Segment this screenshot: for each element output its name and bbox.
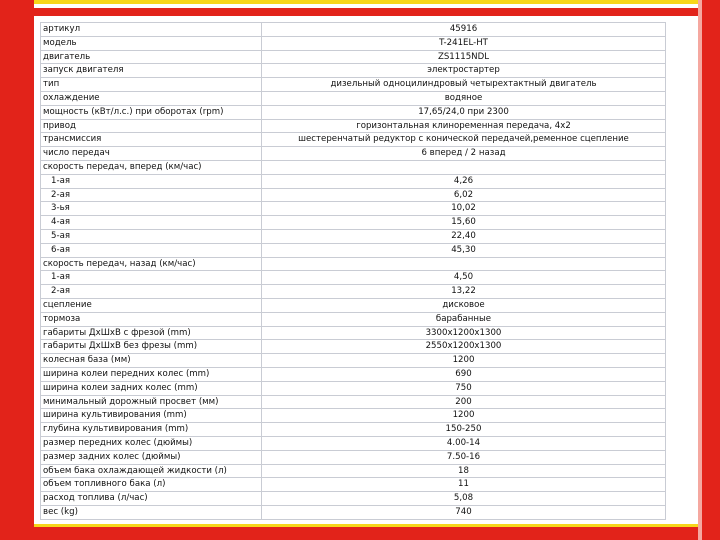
spec-value-cell: 6,02 [262, 188, 666, 202]
table-row [41, 298, 666, 312]
spec-value-cell: 150-250 [262, 423, 666, 437]
table-row [41, 271, 666, 285]
spec-label-cell: скорость передач, назад (км/час) [41, 257, 262, 271]
spec-value-cell: 1200 [262, 354, 666, 368]
spec-label-cell: вес (kg) [41, 505, 262, 519]
frame-right-stripe [698, 0, 702, 540]
spec-value-cell: 22,40 [262, 229, 666, 243]
spec-value-cell: 1200 [262, 409, 666, 423]
spec-label-cell: скорость передач, вперед (км/час) [41, 160, 262, 174]
spec-label-cell: 2-ая [41, 188, 262, 202]
table-row [41, 285, 666, 299]
spec-value-cell: 4,50 [262, 271, 666, 285]
spec-sheet [40, 22, 666, 520]
table-row [41, 354, 666, 368]
spec-label-cell: 6-ая [41, 243, 262, 257]
spec-label-cell: 3-ья [41, 202, 262, 216]
table-row [41, 436, 666, 450]
table-row [41, 64, 666, 78]
table-row [41, 478, 666, 492]
spec-value-cell: 200 [262, 395, 666, 409]
spec-value-cell: 740 [262, 505, 666, 519]
spec-label-cell: 2-ая [41, 285, 262, 299]
table-row [41, 450, 666, 464]
spec-value-cell: 750 [262, 381, 666, 395]
table-row [41, 147, 666, 161]
spec-value-cell: 10,02 [262, 202, 666, 216]
spec-value-cell: 45,30 [262, 243, 666, 257]
spec-label-cell: ширина культивирования (mm) [41, 409, 262, 423]
spec-value-cell: электростартер [262, 64, 666, 78]
spec-table-body [41, 23, 666, 520]
spec-label-cell: сцепление [41, 298, 262, 312]
spec-label-cell: объем топливного бака (л) [41, 478, 262, 492]
table-row [41, 202, 666, 216]
spec-label-cell: охлаждение [41, 91, 262, 105]
spec-value-cell: барабанные [262, 312, 666, 326]
frame-top-red-stripe [34, 8, 698, 16]
spec-value-cell: 4.00-14 [262, 436, 666, 450]
spec-table [40, 22, 666, 520]
spec-label-cell: габариты ДхШхВ без фрезы (mm) [41, 340, 262, 354]
table-row [41, 133, 666, 147]
spec-value-cell: 690 [262, 367, 666, 381]
spec-value-cell: шестеренчатый редуктор с конической передачей,ременное сцепление [262, 133, 666, 147]
table-row [41, 492, 666, 506]
table-row [41, 23, 666, 37]
spec-label-cell: колесная база (мм) [41, 354, 262, 368]
spec-label-cell: модель [41, 36, 262, 50]
spec-label-cell: число передач [41, 147, 262, 161]
spec-value-cell: дизельный одноцилиндровый четырехтактный двигатель [262, 78, 666, 92]
table-row [41, 174, 666, 188]
spec-value-cell: горизонтальная клиноременная передача, 4х2 [262, 119, 666, 133]
table-row [41, 505, 666, 519]
spec-label-cell: ширина колеи передних колес (mm) [41, 367, 262, 381]
spec-label-cell: 4-ая [41, 216, 262, 230]
table-row [41, 119, 666, 133]
table-row [41, 464, 666, 478]
table-row [41, 312, 666, 326]
spec-value-cell [262, 160, 666, 174]
table-row [41, 423, 666, 437]
spec-value-cell: дисковое [262, 298, 666, 312]
spec-value-cell: 5,08 [262, 492, 666, 506]
table-row [41, 91, 666, 105]
spec-label-cell: запуск двигателя [41, 64, 262, 78]
spec-label-cell: 1-ая [41, 271, 262, 285]
spec-value-cell: водяное [262, 91, 666, 105]
spec-label-cell: двигатель [41, 50, 262, 64]
frame-bottom-red-stripe [34, 527, 698, 540]
table-row [41, 395, 666, 409]
table-row [41, 381, 666, 395]
spec-value-cell: 13,22 [262, 285, 666, 299]
spec-value-cell [262, 257, 666, 271]
spec-value-cell: 17,65/24,0 при 2300 [262, 105, 666, 119]
table-row [41, 409, 666, 423]
table-row [41, 326, 666, 340]
spec-label-cell: тормоза [41, 312, 262, 326]
spec-value-cell: ZS1115NDL [262, 50, 666, 64]
table-row [41, 78, 666, 92]
spec-label-cell: размер передних колес (дюймы) [41, 436, 262, 450]
frame-left-border [0, 0, 34, 540]
spec-label-cell: тип [41, 78, 262, 92]
table-row [41, 105, 666, 119]
spec-value-cell: 45916 [262, 23, 666, 37]
table-row [41, 36, 666, 50]
spec-value-cell: 3300х1200х1300 [262, 326, 666, 340]
spec-label-cell: ширина колеи задних колес (mm) [41, 381, 262, 395]
spec-label-cell: глубина культивирования (mm) [41, 423, 262, 437]
spec-label-cell: 5-ая [41, 229, 262, 243]
spec-label-cell: минимальный дорожный просвет (мм) [41, 395, 262, 409]
spec-value-cell: 7.50-16 [262, 450, 666, 464]
spec-label-cell: размер задних колес (дюймы) [41, 450, 262, 464]
table-row [41, 243, 666, 257]
table-row [41, 188, 666, 202]
spec-label-cell: расход топлива (л/час) [41, 492, 262, 506]
table-row [41, 160, 666, 174]
spec-label-cell: объем бака охлаждающей жидкости (л) [41, 464, 262, 478]
spec-value-cell: 11 [262, 478, 666, 492]
spec-value-cell: 6 вперед / 2 назад [262, 147, 666, 161]
spec-label-cell: привод [41, 119, 262, 133]
table-row [41, 257, 666, 271]
spec-label-cell: трансмиссия [41, 133, 262, 147]
table-row [41, 367, 666, 381]
spec-label-cell: 1-ая [41, 174, 262, 188]
spec-value-cell: 15,60 [262, 216, 666, 230]
table-row [41, 229, 666, 243]
table-row [41, 216, 666, 230]
spec-value-cell: T-241EL-HT [262, 36, 666, 50]
table-row [41, 50, 666, 64]
spec-label-cell: габариты ДхШхВ с фрезой (mm) [41, 326, 262, 340]
spec-value-cell: 18 [262, 464, 666, 478]
spec-value-cell: 2550х1200х1300 [262, 340, 666, 354]
spec-label-cell: артикул [41, 23, 262, 37]
spec-value-cell: 4,26 [262, 174, 666, 188]
spec-label-cell: мощность (кВт/л.с.) при оборотах (rpm) [41, 105, 262, 119]
table-row [41, 340, 666, 354]
